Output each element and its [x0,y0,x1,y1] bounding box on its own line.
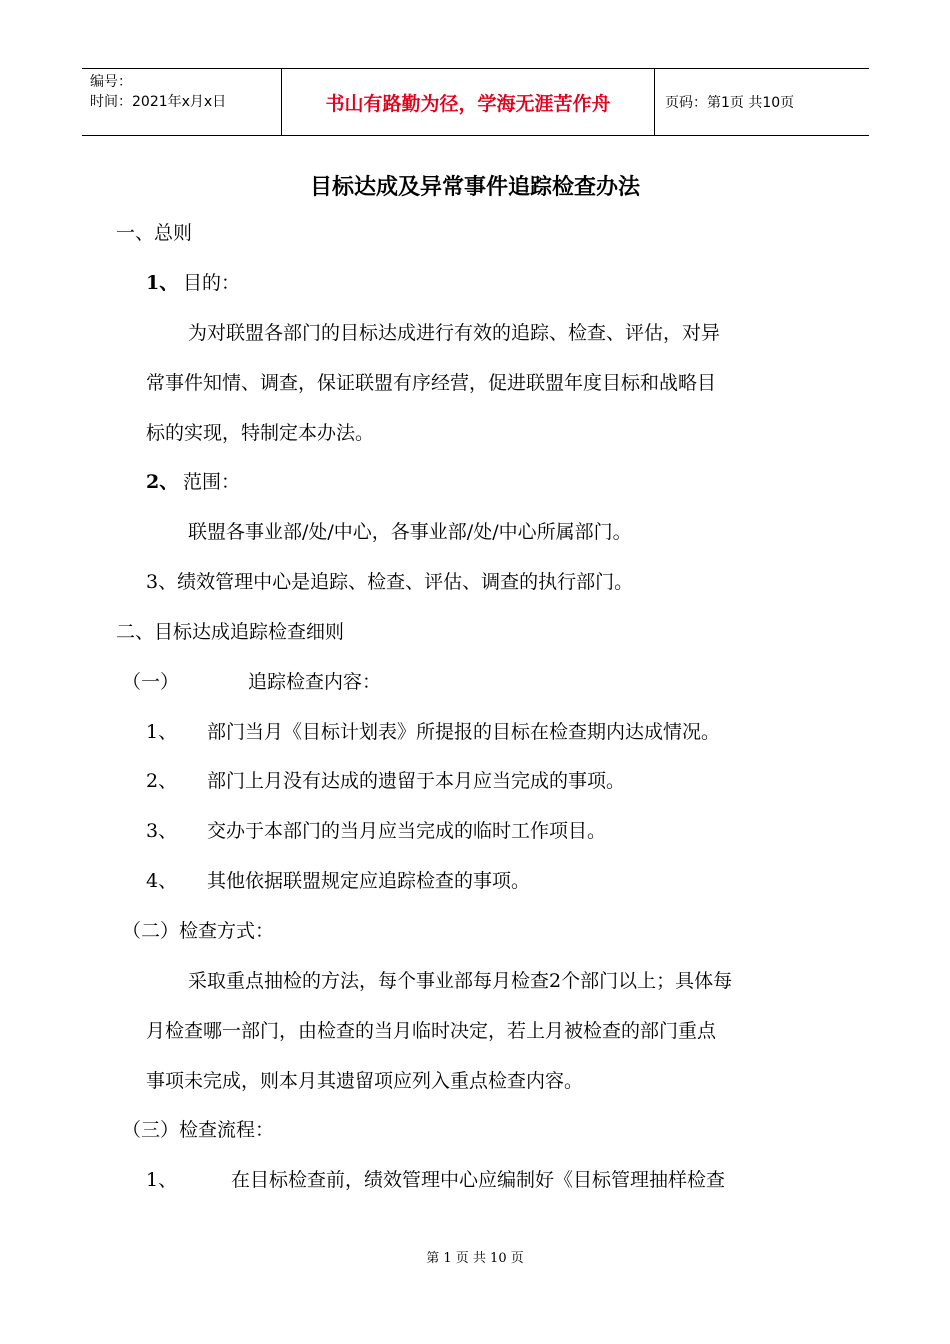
paragraph-line: 为对联盟各部门的目标达成进行有效的追踪、检查、评估，对异 [188,322,721,344]
paragraph-line: 事项未完成，则本月其遗留项应列入重点检查内容。 [146,1070,584,1092]
list-item-number: 1、 [146,721,178,743]
list-item-number: 2、 [146,770,178,792]
page-header [82,68,869,136]
paragraph-line: 采取重点抽检的方法，每个事业部每月检查2个部门以上；具体每 [188,970,733,992]
section-heading: 二、目标达成追踪检查细则 [116,621,345,643]
item-number: 2、 [146,471,179,493]
document-title: 目标达成及异常事件追踪检查办法 [309,175,640,200]
list-item-text: 其他依据联盟规定应追踪检查的事项。 [207,870,531,892]
subsection-heading: （三）检查流程： [122,1119,275,1141]
item-text: 范围： [183,471,241,493]
subsection-title: 追踪检查内容： [248,671,382,693]
paragraph-line: 月检查哪一部门，由检查的当月临时决定，若上月被检查的部门重点 [146,1020,717,1042]
header-page-info: 页码：第1页 共10页 [665,95,795,111]
header-date: 时间：2021年x月x日 [90,94,227,110]
list-item-text: 在目标检查前，绩效管理中心应编制好《目标管理抽样检查 [231,1169,726,1191]
item-text: 目的： [183,272,241,294]
list-item-number: 3、 [146,820,178,842]
list-item-number: 4、 [146,870,178,892]
subsection-heading: （二）检查方式： [122,920,275,942]
list-item-text: 部门上月没有达成的遗留于本月应当完成的事项。 [207,770,626,792]
header-meta [82,69,282,135]
subsection-number: （一） [122,671,180,693]
paragraph-line: 3、绩效管理中心是追踪、检查、评估、调查的执行部门。 [146,571,634,593]
item-number: 1、 [146,272,179,294]
paragraph-line: 常事件知情、调查，保证联盟有序经营，促进联盟年度目标和战略目 [146,372,717,394]
paragraph-line: 联盟各事业部/处/中心，各事业部/处/中心所属部门。 [188,521,632,543]
section-heading: 一、总则 [116,222,193,244]
list-item-text: 交办于本部门的当月应当完成的临时工作项目。 [207,820,607,842]
list-item-number: 1、 [146,1169,178,1191]
page-footer: 第 1 页 共 10 页 [426,1251,524,1266]
header-number-label: 编号： [90,74,132,90]
header-motto: 书山有路勤为径，学海无涯苦作舟 [282,69,655,135]
list-item-text: 部门当月《目标计划表》所提报的目标在检查期内达成情况。 [207,721,721,743]
paragraph-line: 标的实现，特制定本办法。 [146,422,375,444]
